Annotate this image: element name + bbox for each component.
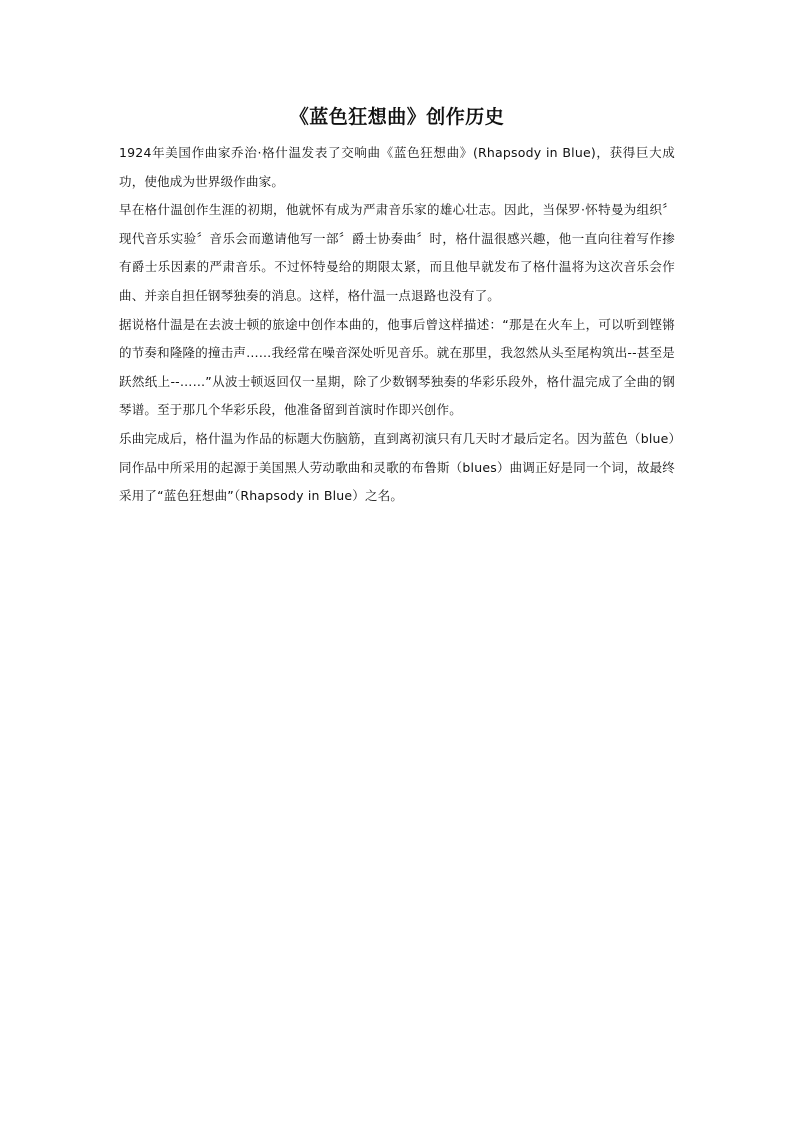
paragraph-1: 1924年美国作曲家乔治·格什温发表了交响曲《蓝色狂想曲》(Rhapsody in Blue)，获得巨大成功，使他成为世界级作曲家。 xyxy=(119,145,675,189)
paragraph-2: 早在格什温创作生涯的初期，他就怀有成为严肃音乐家的雄心壮志。因此，当保罗·怀特曼为组织〞现代音乐实验〞音乐会而邀请他写一部〞爵士协奏曲〞时，格什温很感兴趣，他一直向往着写作掺有爵士乐因素的严肃音乐。不过怀特曼给的期限太紧，而且他早就发布了格什温将为这次音乐会作曲、并亲自担任钢琴独奏的消息。这样，格什温一点退路也没有了。 xyxy=(119,202,675,303)
paragraph-4: 乐曲完成后，格什温为作品的标题大伤脑筋，直到离初演只有几天时才最后定名。因为蓝色（blue）同作品中所采用的起源于美国黑人劳动歌曲和灵歌的布鲁斯（blues）曲调正好是同一个词，故最终采用了“蓝色狂想曲”（Rhapsody in Blue）之名。 xyxy=(119,430,675,504)
document-body xyxy=(119,139,675,511)
paragraph-3: 据说格什温是在去波士顿的旅途中创作本曲的，他事后曾这样描述：“那是在火车上，可以听到铿锵的节奏和隆隆的撞击声……我经常在噪音深处听见音乐。就在那里，我忽然从头至尾构筑出--甚至是跃然纸上--……”从波士顿返回仅一星期，除了少数钢琴独奏的华彩乐段外，格什温完成了全曲的钢琴谱。至于那几个华彩乐段，他准备留到首演时作即兴创作。 xyxy=(119,316,675,418)
document-title: 《蓝色狂想曲》创作历史 xyxy=(289,106,505,128)
